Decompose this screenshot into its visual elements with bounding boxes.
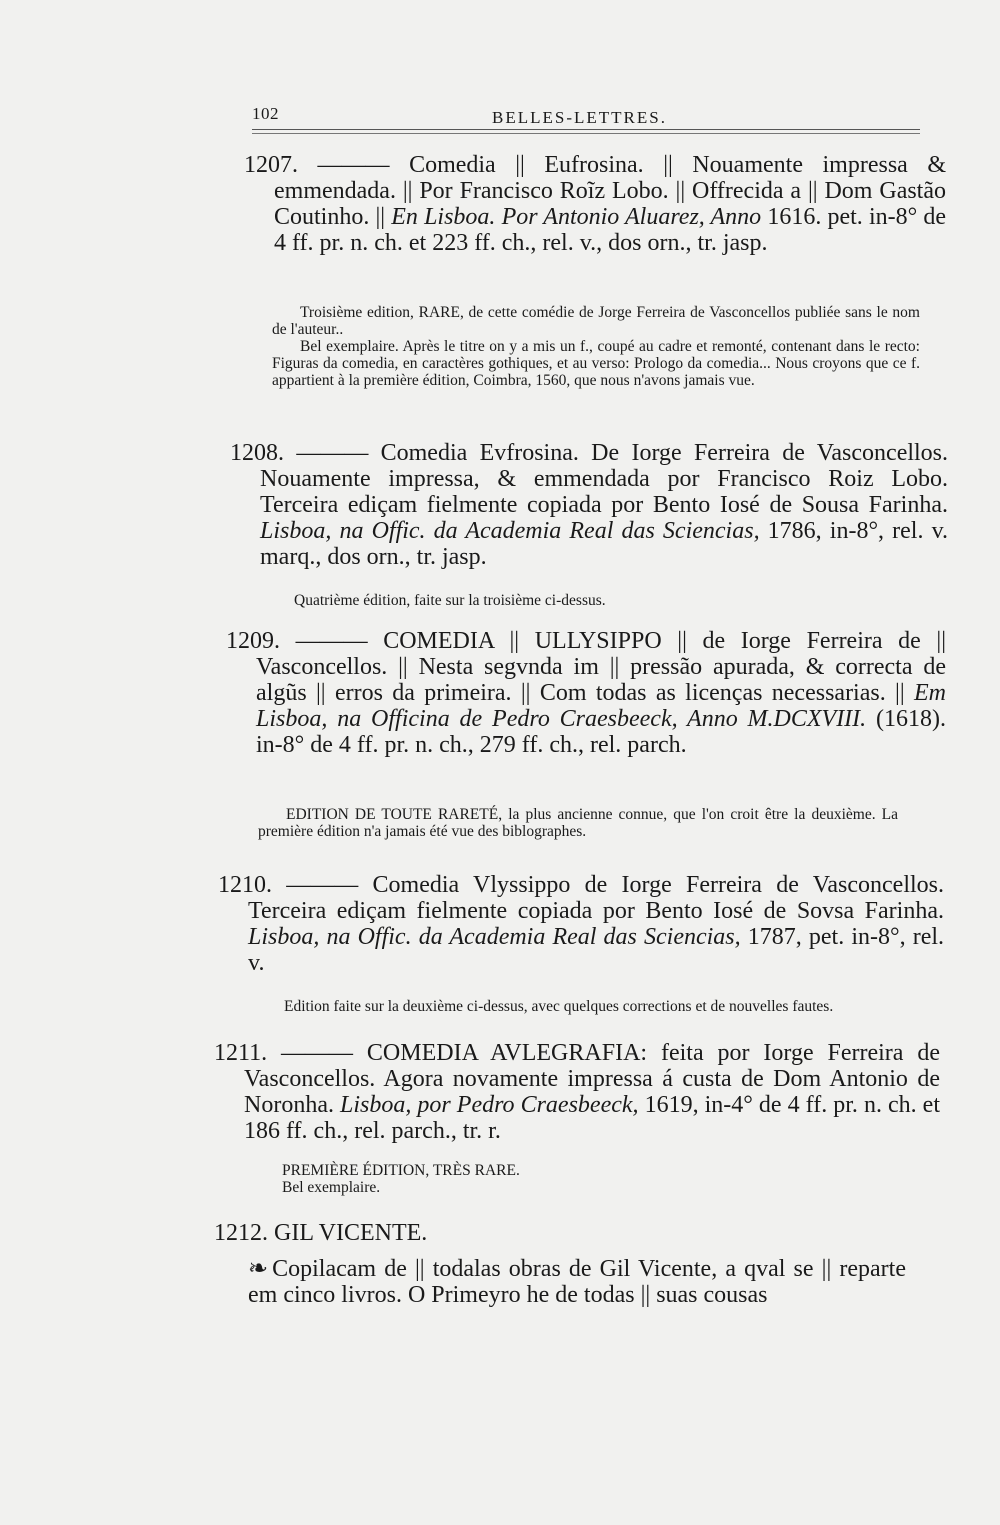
- entry-1210-note: Edition faite sur la deuxième ci-dessus, avec quelques corrections et de nouvelles fautes.: [284, 998, 834, 1015]
- header-rule-double: [252, 133, 920, 134]
- header-rule: [252, 129, 920, 130]
- entry-1210: 1210. ——— Comedia Vlyssippo de Iorge Ferreira de Vasconcellos. Terceira ediçam fielmente copiada por Bento Iosé de Sovsa Farinha. Lisboa, na Offic. da Academia Real das Sciencias, 1787, pet. in-8°, rel. v.: [218, 872, 945, 976]
- entry-1211: 1211. ——— COMEDIA AVLEGRAFIA: feita por Iorge Ferreira de Vasconcellos. Agora novamente impressa á custa de Dom Antonio de Noronha. Lisboa, por Pedro Craesbeeck, 1619, in-4° de 4 ff. pr. n. ch. et 186 ff. ch., rel. parch., tr. r.: [214, 1040, 941, 1144]
- page-number: 102: [252, 104, 279, 123]
- entry-1207: 1207. ——— Comedia || Eufrosina. || Nouamente impressa & emmendada. || Por Francisco Roĩz Lobo. || Offrecida a || Dom Gastão Coutinho. || En Lisboa. Por Antonio Aluarez, Anno 1616. pet. in-8° de 4 ff. pr. n. ch. et 223 ff. ch., rel. v., dos orn., tr. jasp.: [244, 152, 947, 256]
- entry-1208: 1208. ——— Comedia Evfrosina. De Iorge Ferreira de Vasconcellos. Nouamente impressa, & emmendada por Francisco Roiz Lobo. Terceira ediçam fielmente copiada por Bento Iosé de Sousa Farinha. Lisboa, na Offic. da Academia Real das Sciencias, 1786, in-8°, rel. v. marq., dos orn., tr. jasp.: [230, 440, 949, 570]
- entry-1211-note: PREMIÈRE ÉDITION, TRÈS RARE. Bel exemplaire.: [282, 1162, 520, 1196]
- entry-1209: 1209. ——— COMEDIA || ULLYSIPPO || de Iorge Ferreira de || Vasconcellos. || Nesta segvnda im || pressão apurada, & correcta de algũs || erros da primeira. || Com todas as licenças necessarias. || Em Lisboa, na Officina de Pedro Craesbeeck, Anno M.DCXVIII. (1618). in-8° de 4 ff. pr. n. ch., 279 ff. ch., rel. parch.: [226, 628, 947, 758]
- entry-1209-note: EDITION DE TOUTE RARETÉ, la plus ancienne connue, que l'on croit être la deuxième. La première édition n'a jamais été vue des biblographes.: [258, 806, 898, 840]
- fleuron-icon: ❧: [248, 1256, 269, 1282]
- entry-1212-heading: 1212. GIL VICENTE.: [214, 1220, 428, 1246]
- entry-1208-note: Quatrième édition, faite sur la troisième ci-dessus.: [294, 592, 606, 609]
- page-header: [252, 100, 920, 140]
- running-title: BELLES-LETTRES.: [492, 108, 667, 127]
- entry-1212-text: ❧ Copilacam de || todalas obras de Gil Vicente, a qval se || reparte em cinco livros. O Primeyro he de todas || suas cousas: [248, 1256, 906, 1308]
- entry-1207-note: Troisième edition, RARE, de cette comédie de Jorge Ferreira de Vasconcellos publiée sans le nom de l'auteur.. Bel exemplaire. Après le titre on y a mis un f., coupé au cadre et remonté, contenant dans le recto: Figuras da comedia, en caractères gothiques, et au verso: Prologo da comedia... Nous croyons que ce f. appartient à la première édition, Coimbra, 1560, que nous n'avons jamais vue.: [272, 304, 920, 389]
